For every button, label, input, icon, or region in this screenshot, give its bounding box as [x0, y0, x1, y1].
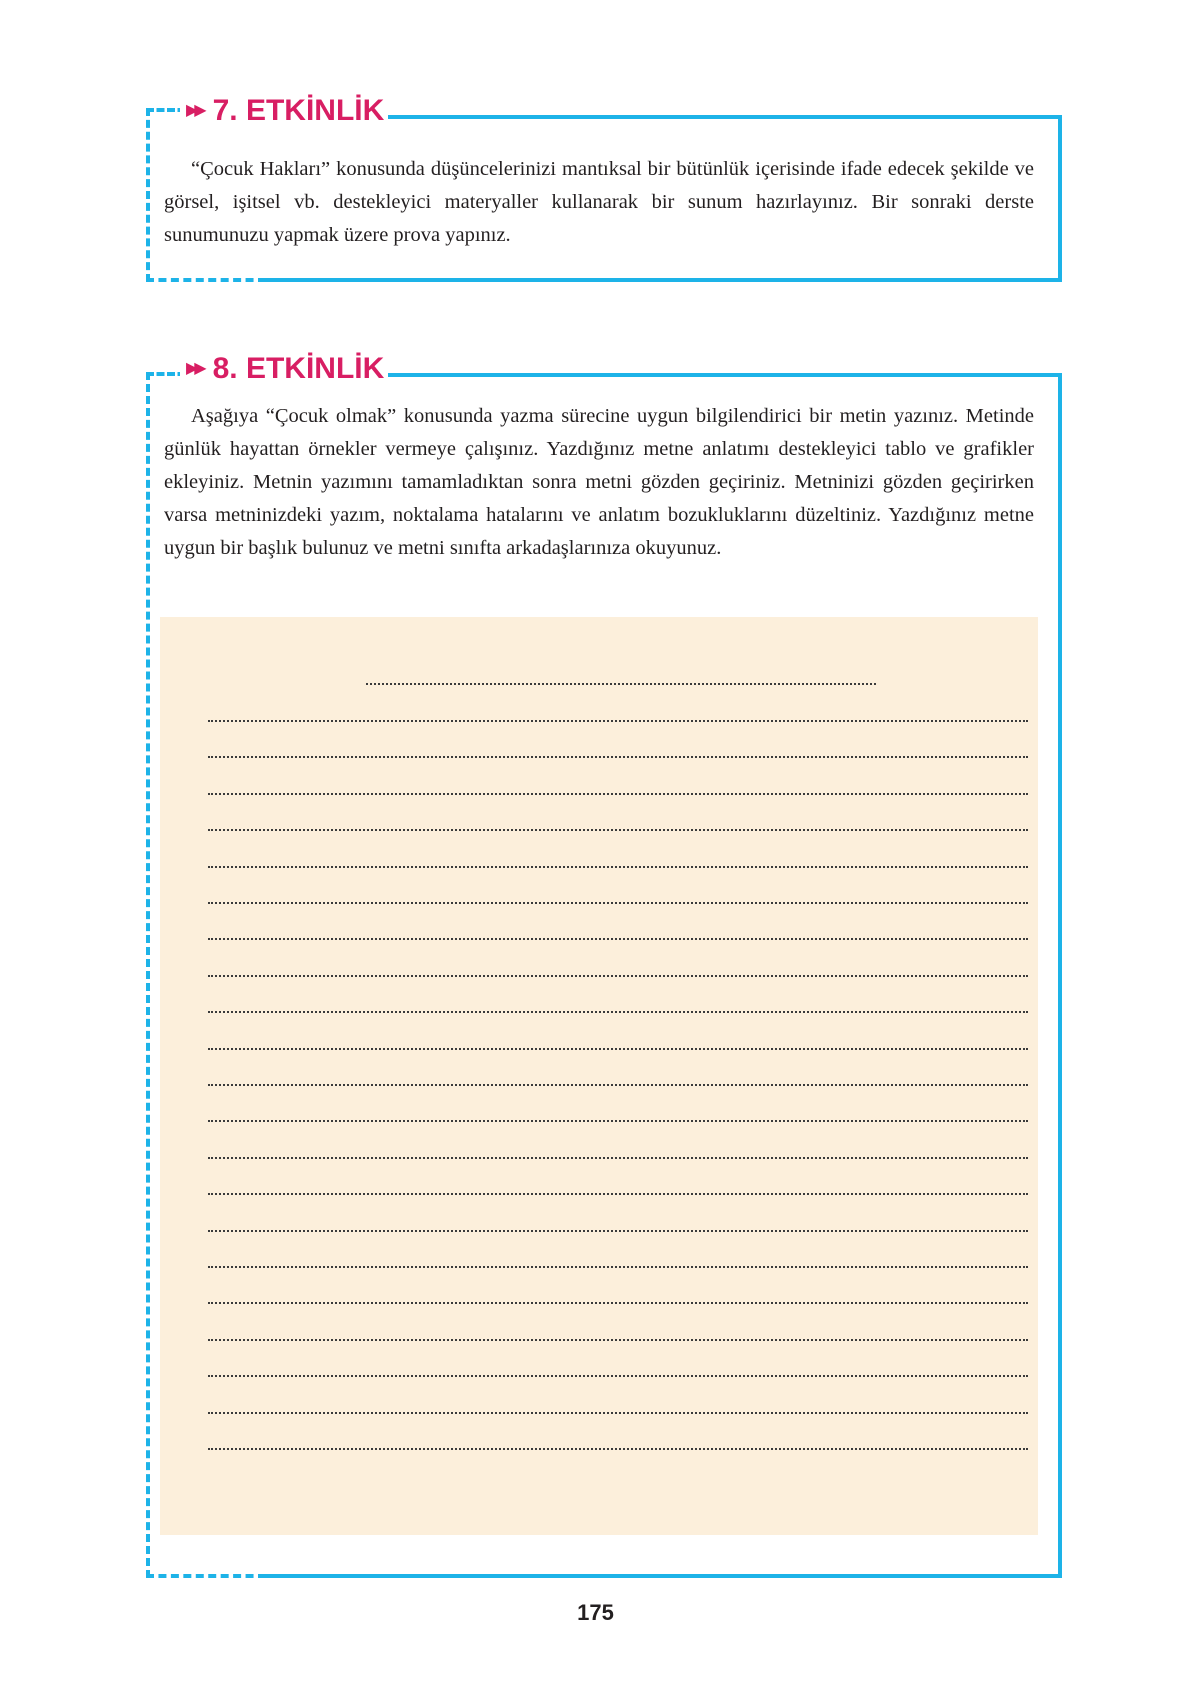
- activity8-text: Aşağıya “Çocuk olmak” konusunda yazma sürecine uygun bilgilendirici bir metin yazınız. Metinde günlük hayattan örnekler vermeye çalışınız. Yazdığınız metne anlatımı destekleyici tablo ve grafikler ekleyiniz. Metnin yazımını tamamladıktan sonra metni gözden geçiriniz. Metninizi gözden geçirirken varsa metninizdeki yazım, noktalama hatalarını ve anlatım bozukluklarını düzeltiniz. Yazdığınız metne uygun bir başlık bulunuz ve metni sınıfta arkadaşlarınıza okuyunuz.: [164, 405, 1034, 559]
- writing-area[interactable]: [160, 617, 1038, 1535]
- writing-line[interactable]: [208, 902, 1028, 904]
- activity7-title: [180, 96, 388, 126]
- writing-line[interactable]: [208, 1266, 1028, 1268]
- writing-line[interactable]: [208, 1157, 1028, 1159]
- writing-title-line[interactable]: [366, 683, 876, 685]
- writing-line[interactable]: [208, 720, 1028, 722]
- writing-line[interactable]: [208, 1048, 1028, 1050]
- double-arrow-icon: ▶▶: [186, 102, 203, 119]
- writing-line[interactable]: [208, 829, 1028, 831]
- writing-line[interactable]: [208, 1084, 1028, 1086]
- writing-line[interactable]: [208, 793, 1028, 795]
- activity7-title-text: 7. ETKİNLİK: [212, 94, 385, 127]
- writing-line[interactable]: [208, 1339, 1028, 1341]
- double-arrow-icon: ▶▶: [186, 360, 203, 377]
- writing-line[interactable]: [208, 1193, 1028, 1195]
- writing-line[interactable]: [208, 1448, 1028, 1450]
- writing-line[interactable]: [208, 1302, 1028, 1304]
- activity7-paragraph: [164, 153, 1034, 252]
- writing-line[interactable]: [208, 1230, 1028, 1232]
- writing-line[interactable]: [208, 1120, 1028, 1122]
- page-number: 175: [577, 1600, 614, 1625]
- writing-line[interactable]: [208, 1011, 1028, 1013]
- writing-line[interactable]: [208, 866, 1028, 868]
- writing-line[interactable]: [208, 938, 1028, 940]
- writing-line[interactable]: [208, 1412, 1028, 1414]
- writing-line[interactable]: [208, 1375, 1028, 1377]
- activity8-title-text: 8. ETKİNLİK: [212, 352, 385, 385]
- activity8-title: [180, 354, 388, 384]
- activity8-paragraph: [164, 400, 1034, 565]
- activity7-text: “Çocuk Hakları” konusunda düşüncelerinizi mantıksal bir bütünlük içerisinde ifade edecek şekilde ve görsel, işitsel vb. destekleyici materyaller kullanarak bir sunum hazırlayınız. Bir sonraki derste sunumunuzu yapmak üzere prova yapınız.: [164, 158, 1034, 246]
- writing-line[interactable]: [208, 975, 1028, 977]
- writing-line[interactable]: [208, 756, 1028, 758]
